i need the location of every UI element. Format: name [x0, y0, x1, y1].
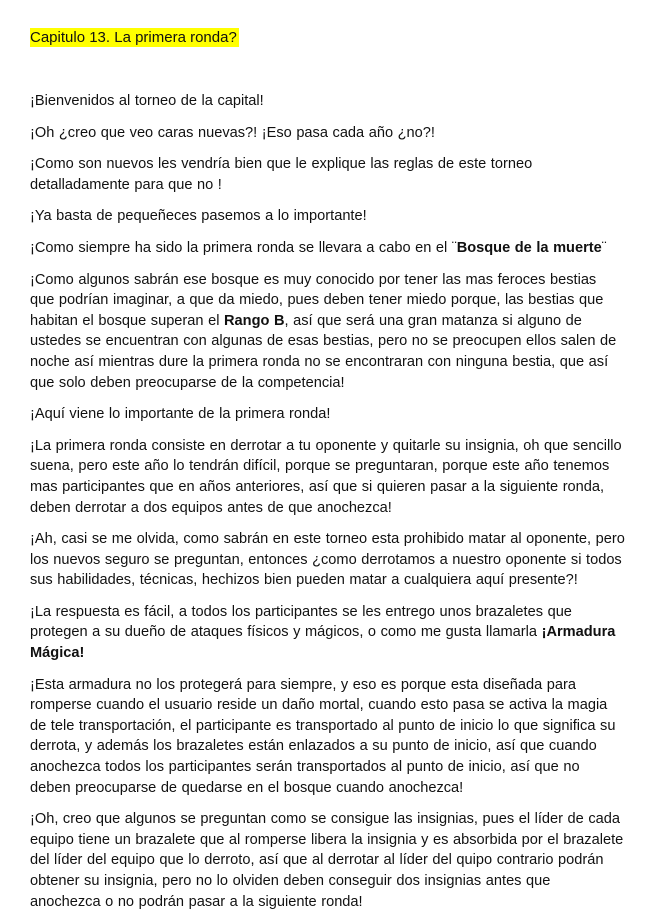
text-line: que podrían imaginar, a que da miedo, pues deben tener miedo porque, las bestias que [30, 292, 604, 309]
text-line: anochezca o no podrán pasar a la siguiente ronda! [30, 893, 363, 910]
text-line: ¡Como son nuevos les vendría bien que le explique las reglas de este torneo [30, 156, 533, 173]
text-line: sus habilidades, técnicas, hechizos bien pueden matar a cualquiera aquí presente?! [30, 572, 578, 589]
text-line: romperse cuando el usuario reside un daño mortal, cuando esto pasa se activa la magia [30, 697, 608, 714]
text-line [30, 622, 634, 643]
text-line: ¡Como algunos sabrán ese bosque es muy conocido por tener las mas feroces bestias [30, 271, 597, 288]
text-line [30, 311, 634, 332]
bold-place-name: Bosque de la muerte [456, 239, 602, 256]
text-line: noche así mientras dure la primera ronda no se encontraran con ninguna bestia, que así [30, 353, 609, 370]
text-line: ¡Bienvenidos al torneo de la capital! [30, 93, 264, 109]
text-line: ¡Ya basta de pequeñeces pasemos a lo importante! [30, 208, 367, 225]
text-line: suena, pero este año lo tendrán difícil, porque se preguntaran, porque este año tenemos [30, 458, 610, 475]
text-segment: protegen a su dueño de ataques físicos y mágicos, o como me gusta llamarla [30, 624, 542, 641]
text-line: de tele transportación, el participante es transportado al punto de inicio lo que significa su [30, 717, 616, 734]
text-line: que solo deben preocuparse de la competencia! [30, 374, 345, 391]
text-line [30, 238, 634, 259]
text-line: equipo tiene un brazalete que al romperse libera la insignia y es absorbida por el brazalete [30, 831, 624, 848]
bold-rank: Rango B [224, 312, 285, 329]
paragraph-7 [30, 404, 634, 425]
paragraph-10 [30, 602, 634, 664]
text-line: del líder del equipo que lo derroto, así que al derrotar al líder del quipo contrario podrán [30, 852, 604, 869]
text-line: derrota, y además los brazaletes están enlazados a su punto de inicio, así que cuando [30, 738, 597, 755]
text-segment: ¡Como siempre ha sido la primera ronda se llevara a cabo en el ¨ [30, 239, 457, 256]
paragraph-8 [30, 436, 634, 518]
bold-armor-name-cont: Mágica! [30, 645, 85, 662]
text-line: ¡Oh ¿creo que veo caras nuevas?! ¡Eso pasa cada año ¿no?! [30, 124, 435, 141]
text-line: ¡La primera ronda consiste en derrotar a tu oponente y quitarle su insignia, oh que sencillo [30, 437, 622, 454]
text-line: ¡Ah, casi se me olvida, como sabrán en este torneo esta prohibido matar al oponente, pero [30, 531, 625, 548]
chapter-title: Capitulo 13. La primera ronda? [30, 29, 237, 46]
text-line: mas participantes que en años anteriores, así que si quieren pasar a la siguiente ronda, [30, 478, 605, 495]
text-line: anochezca todos los participantes serán transportados al punto de inicio, así que no [30, 759, 580, 776]
paragraph-5 [30, 238, 634, 259]
text-segment: , así que será una gran matanza si alguno de [284, 312, 582, 329]
paragraph-9 [30, 529, 634, 591]
text-line: ¡La respuesta es fácil, a todos los participantes se les entrego unos brazaletes que [30, 603, 572, 620]
text-line: obtener su insignia, pero no lo olviden deben conseguir dos insignias antes que [30, 873, 551, 889]
paragraph-11 [30, 675, 634, 799]
text-line: deben preocuparse de quedarse en el bosque cuando anochezca! [30, 779, 464, 796]
text-segment: ¨ [601, 239, 607, 256]
paragraph-1 [30, 91, 634, 112]
paragraph-12 [30, 809, 634, 912]
text-line: ¡Esta armadura no los protegerá para siempre, y eso es porque esta diseñada para [30, 676, 576, 693]
text-line: ¡Oh, creo que algunos se preguntan como se consigue las insignias, pues el líder de cada [30, 811, 620, 828]
text-line: deben derrotar a dos equipos antes de que anochezca! [30, 499, 392, 516]
text-segment: habitan el bosque superan el [30, 312, 224, 329]
paragraph-4 [30, 206, 634, 227]
text-line: detalladamente para que no ! [30, 176, 222, 193]
paragraph-3 [30, 154, 634, 195]
bold-armor-name: ¡Armadura [541, 624, 616, 641]
text-line: ¡Aquí viene lo importante de la primera ronda! [30, 406, 331, 423]
paragraph-2 [30, 123, 634, 144]
text-line: los nuevos seguro se preguntan, entonces ¿como derrotamos a nuestro oponente si todos [30, 551, 622, 568]
paragraph-6 [30, 270, 634, 394]
text-line: ustedes se encuentran con algunas de esas bestias, pero no se preocupen ellos salen de [30, 333, 617, 350]
